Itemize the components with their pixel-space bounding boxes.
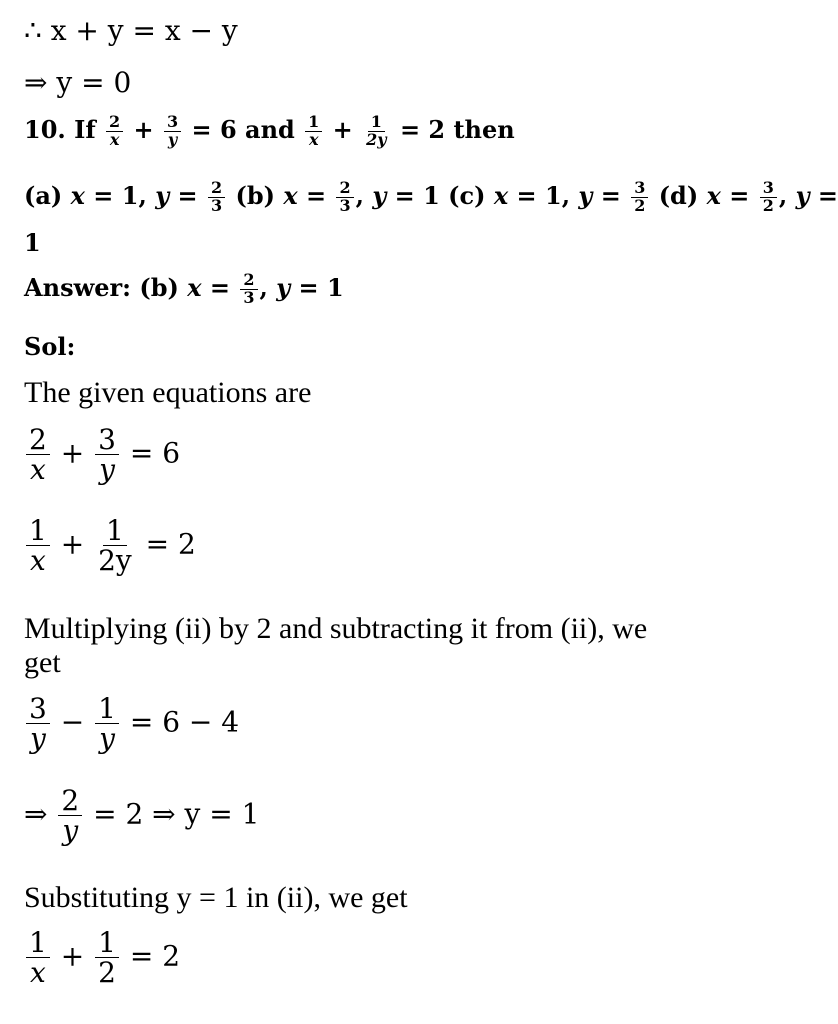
fraction-3-over-y: $\frac{3}{y}$ (164, 114, 181, 149)
option-b: (b) x = $\frac{2}{3}$ , y = 1 (235, 178, 440, 215)
substituting-text: Substituting y = 1 in (ii), we get (24, 881, 408, 914)
equation-3: $\frac{3}{y}$ − $\frac{1}{y}$ = 6 − 4 (24, 694, 239, 754)
step-line-1: ∴ x + y = x − y (24, 14, 238, 47)
solution-label: Sol: (24, 332, 76, 361)
question-prefix: 10. If (24, 114, 96, 144)
answer-line: Answer: (b) x = $\frac{2}{3}$ , y = 1 (24, 270, 344, 307)
given-text: The given equations are (24, 376, 312, 409)
fraction-1-over-2y: $\frac{1}{2y}$ (366, 112, 387, 149)
fraction-1-over-x: $\frac{1}{x}$ (305, 114, 322, 149)
multiplying-text-cont: get (24, 646, 61, 679)
equation-1: $\frac{2}{x}$ + $\frac{3}{y}$ = 6 (24, 425, 180, 485)
equation-2: $\frac{1}{x}$ + $\frac{1}{2y}$ = 2 (24, 516, 196, 576)
question-10: 10. If $\frac{2}{x}$ + $\frac{3}{y}$ = 6 and $\frac{1}{x}$ + $\frac{1}{2y}$ = 2 then (24, 112, 515, 149)
step-line-2: ⇒ y = 0 (24, 66, 132, 99)
option-c: (c) x = 1, y = $\frac{3}{2}$ (448, 181, 659, 210)
fraction-2-over-x: $\frac{2}{x}$ (106, 114, 123, 149)
option-d: (d) x = $\frac{3}{2}$ , y = (658, 178, 838, 215)
multiplying-text: Multiplying (ii) by 2 and subtracting it from (ii), we (24, 612, 648, 645)
option-a: (a) x = 1, y = $\frac{2}{3}$ (24, 181, 235, 210)
option-d-continuation: 1 (24, 228, 41, 257)
answer-label: Answer: (b) (24, 272, 179, 302)
equation-4: ⇒ $\frac{2}{y}$ = 2 ⇒ y = 1 (24, 784, 260, 848)
options-line (24, 180, 838, 215)
equation-5: $\frac{1}{x}$ + $\frac{1}{2}$ = 2 (24, 928, 180, 988)
